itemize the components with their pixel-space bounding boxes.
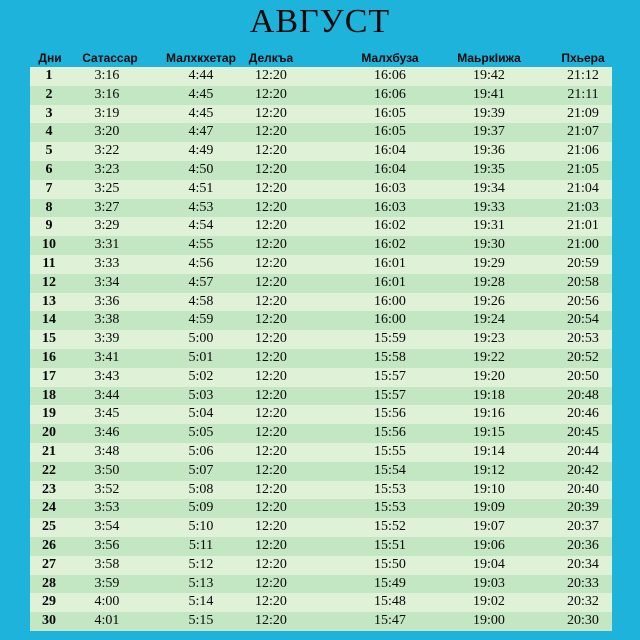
fajr-cell: 3:22 <box>94 143 120 159</box>
isha-cell: 20:37 <box>567 519 599 535</box>
fajr-cell: 3:16 <box>94 86 120 102</box>
table-row <box>30 67 612 86</box>
sunrise-cell: 4:58 <box>188 293 214 309</box>
dhuhr-cell: 12:20 <box>255 68 287 83</box>
maghrib-cell: 19:12 <box>473 462 505 478</box>
sunrise-cell: 4:45 <box>188 105 214 121</box>
asr-cell: 15:53 <box>374 500 406 516</box>
isha-cell: 20:33 <box>567 575 599 591</box>
isha-cell: 20:40 <box>567 481 599 497</box>
sunrise-cell: 5:08 <box>188 481 214 497</box>
dhuhr-cell: 12:20 <box>255 556 287 572</box>
fajr-cell: 3:25 <box>94 180 120 196</box>
asr-cell: 15:57 <box>374 368 406 384</box>
sunrise-cell: 4:49 <box>188 143 214 159</box>
table-row <box>30 105 612 124</box>
asr-cell: 16:06 <box>374 68 406 83</box>
sunrise-cell: 4:47 <box>188 124 214 140</box>
asr-cell: 16:04 <box>374 161 406 177</box>
asr-cell: 15:52 <box>374 519 406 535</box>
maghrib-cell: 19:10 <box>473 481 505 497</box>
fajr-cell: 3:33 <box>94 255 120 271</box>
isha-cell: 20:36 <box>567 537 599 553</box>
dhuhr-cell: 12:20 <box>255 481 287 497</box>
isha-cell: 21:05 <box>567 161 599 177</box>
table-row <box>30 293 612 312</box>
dhuhr-cell: 12:20 <box>255 237 287 253</box>
sunrise-cell: 5:05 <box>188 425 214 441</box>
asr-cell: 15:56 <box>374 406 406 422</box>
sunrise-cell: 5:10 <box>188 519 214 535</box>
fajr-cell: 3:31 <box>94 237 120 253</box>
table-row <box>30 481 612 500</box>
asr-cell: 15:58 <box>374 349 406 365</box>
table-row <box>30 593 612 612</box>
maghrib-cell: 19:15 <box>473 425 505 441</box>
table-row <box>30 499 612 518</box>
maghrib-cell: 19:28 <box>473 274 505 290</box>
maghrib-cell: 19:18 <box>473 387 505 403</box>
fajr-cell: 3:56 <box>94 537 120 553</box>
dhuhr-cell: 12:20 <box>255 519 287 535</box>
sunrise-cell: 4:54 <box>188 218 214 234</box>
dhuhr-cell: 12:20 <box>255 199 287 215</box>
fajr-cell: 3:39 <box>94 331 120 347</box>
fajr-cell: 3:45 <box>94 406 120 422</box>
day-cell: 26 <box>42 537 56 553</box>
dhuhr-cell: 12:20 <box>255 86 287 102</box>
maghrib-cell: 19:26 <box>473 293 505 309</box>
day-cell: 14 <box>42 312 56 328</box>
dhuhr-cell: 12:20 <box>255 143 287 159</box>
sunrise-cell: 4:44 <box>188 68 214 83</box>
isha-cell: 20:39 <box>567 500 599 516</box>
sunrise-cell: 4:45 <box>188 86 214 102</box>
column-header-dhuhr: Делкъа <box>248 51 294 65</box>
dhuhr-cell: 12:20 <box>255 255 287 271</box>
asr-cell: 15:57 <box>374 387 406 403</box>
table-row <box>30 255 612 274</box>
table-row <box>30 180 612 199</box>
sunrise-cell: 5:13 <box>188 575 214 591</box>
table-row <box>30 368 612 387</box>
dhuhr-cell: 12:20 <box>255 406 287 422</box>
sunrise-cell: 4:57 <box>188 274 214 290</box>
isha-cell: 20:42 <box>567 462 599 478</box>
isha-cell: 21:11 <box>567 86 599 102</box>
fajr-cell: 3:36 <box>94 293 120 309</box>
table-row <box>30 443 612 462</box>
maghrib-cell: 19:37 <box>473 124 505 140</box>
maghrib-cell: 19:39 <box>473 105 505 121</box>
asr-cell: 16:02 <box>374 237 406 253</box>
sunrise-cell: 5:12 <box>188 556 214 572</box>
dhuhr-cell: 12:20 <box>255 105 287 121</box>
isha-cell: 20:52 <box>567 349 599 365</box>
maghrib-cell: 19:02 <box>473 594 505 610</box>
dhuhr-cell: 12:20 <box>255 462 287 478</box>
dhuhr-cell: 12:20 <box>255 387 287 403</box>
dhuhr-cell: 12:20 <box>255 500 287 516</box>
column-header-fajr: Сатассар <box>82 51 138 65</box>
asr-cell: 16:02 <box>374 218 406 234</box>
day-cell: 15 <box>42 331 56 347</box>
sunrise-cell: 4:59 <box>188 312 214 328</box>
isha-cell: 20:34 <box>567 556 599 572</box>
asr-cell: 16:05 <box>374 105 406 121</box>
dhuhr-cell: 12:20 <box>255 331 287 347</box>
fajr-cell: 3:41 <box>94 349 120 365</box>
sunrise-cell: 4:50 <box>188 161 214 177</box>
maghrib-cell: 19:24 <box>473 312 505 328</box>
fajr-cell: 3:54 <box>94 519 120 535</box>
isha-cell: 21:03 <box>567 199 599 215</box>
maghrib-cell: 19:20 <box>473 368 505 384</box>
asr-cell: 16:06 <box>374 86 406 102</box>
isha-cell: 21:01 <box>567 218 599 234</box>
table-row <box>30 236 612 255</box>
day-cell: 8 <box>45 199 53 215</box>
table-row <box>30 199 612 218</box>
fajr-cell: 3:50 <box>94 462 120 478</box>
isha-cell: 20:59 <box>567 255 599 271</box>
dhuhr-cell: 12:20 <box>255 443 287 459</box>
day-cell: 19 <box>42 406 56 422</box>
isha-cell: 20:56 <box>567 293 599 309</box>
day-cell: 7 <box>45 180 53 196</box>
asr-cell: 15:54 <box>374 462 406 478</box>
maghrib-cell: 19:30 <box>473 237 505 253</box>
maghrib-cell: 19:29 <box>473 255 505 271</box>
maghrib-cell: 19:36 <box>473 143 505 159</box>
column-header-asr: Малхбуза <box>361 51 419 65</box>
asr-cell: 15:48 <box>374 594 406 610</box>
asr-cell: 15:56 <box>374 425 406 441</box>
isha-cell: 21:06 <box>567 143 599 159</box>
day-cell: 21 <box>42 443 56 459</box>
asr-cell: 16:01 <box>374 255 406 271</box>
fajr-cell: 3:53 <box>94 500 120 516</box>
sunrise-cell: 5:02 <box>188 368 214 384</box>
asr-cell: 16:05 <box>374 124 406 140</box>
dhuhr-cell: 12:20 <box>255 368 287 384</box>
day-cell: 11 <box>42 255 56 271</box>
table-row <box>30 556 612 575</box>
day-cell: 29 <box>42 594 56 610</box>
dhuhr-cell: 12:20 <box>255 613 287 629</box>
day-cell: 2 <box>45 86 53 102</box>
dhuhr-cell: 12:20 <box>255 312 287 328</box>
table-row <box>30 311 612 330</box>
fajr-cell: 4:00 <box>94 594 120 610</box>
table-row <box>30 123 612 142</box>
table-row <box>30 462 612 481</box>
isha-cell: 20:46 <box>567 406 599 422</box>
asr-cell: 16:01 <box>374 274 406 290</box>
day-cell: 30 <box>42 613 56 629</box>
maghrib-cell: 19:06 <box>473 537 505 553</box>
maghrib-cell: 19:07 <box>473 519 505 535</box>
day-cell: 5 <box>45 143 53 159</box>
isha-cell: 20:50 <box>567 368 599 384</box>
dhuhr-cell: 12:20 <box>255 293 287 309</box>
fajr-cell: 3:44 <box>94 387 120 403</box>
asr-cell: 15:51 <box>374 537 406 553</box>
sunrise-cell: 5:15 <box>188 613 214 629</box>
day-cell: 20 <box>42 425 56 441</box>
asr-cell: 15:47 <box>374 613 406 629</box>
dhuhr-cell: 12:20 <box>255 180 287 196</box>
asr-cell: 15:59 <box>374 331 406 347</box>
sunrise-cell: 4:56 <box>188 255 214 271</box>
fajr-cell: 3:29 <box>94 218 120 234</box>
maghrib-cell: 19:34 <box>473 180 505 196</box>
sunrise-cell: 5:06 <box>188 443 214 459</box>
dhuhr-cell: 12:20 <box>255 218 287 234</box>
fajr-cell: 3:16 <box>94 68 120 83</box>
asr-cell: 16:03 <box>374 180 406 196</box>
isha-cell: 21:09 <box>567 105 599 121</box>
dhuhr-cell: 12:20 <box>255 161 287 177</box>
table-row <box>30 612 612 631</box>
fajr-cell: 3:52 <box>94 481 120 497</box>
dhuhr-cell: 12:20 <box>255 349 287 365</box>
maghrib-cell: 19:04 <box>473 556 505 572</box>
maghrib-cell: 19:09 <box>473 500 505 516</box>
isha-cell: 21:07 <box>567 124 599 140</box>
asr-cell: 15:55 <box>374 443 406 459</box>
maghrib-cell: 19:31 <box>473 218 505 234</box>
day-cell: 27 <box>42 556 56 572</box>
dhuhr-cell: 12:20 <box>255 274 287 290</box>
sunrise-cell: 5:03 <box>188 387 214 403</box>
maghrib-cell: 19:42 <box>473 68 505 83</box>
page-title: АВГУСТ <box>249 3 391 40</box>
maghrib-cell: 19:03 <box>473 575 505 591</box>
isha-cell: 20:45 <box>567 425 599 441</box>
sunrise-cell: 5:14 <box>188 594 214 610</box>
day-cell: 16 <box>42 349 56 365</box>
fajr-cell: 3:27 <box>94 199 120 215</box>
sunrise-cell: 5:11 <box>188 537 214 553</box>
sunrise-cell: 5:01 <box>188 349 214 365</box>
prayer-times-table <box>30 67 612 631</box>
fajr-cell: 3:23 <box>94 161 120 177</box>
day-cell: 17 <box>42 368 56 384</box>
dhuhr-cell: 12:20 <box>255 124 287 140</box>
table-row <box>30 349 612 368</box>
table-header <box>30 48 608 68</box>
maghrib-cell: 19:23 <box>473 331 505 347</box>
dhuhr-cell: 12:20 <box>255 537 287 553</box>
asr-cell: 16:04 <box>374 143 406 159</box>
day-cell: 13 <box>42 293 56 309</box>
sunrise-cell: 4:55 <box>188 237 214 253</box>
maghrib-cell: 19:14 <box>473 443 505 459</box>
asr-cell: 15:49 <box>374 575 406 591</box>
table-row <box>30 274 612 293</box>
maghrib-cell: 19:00 <box>473 613 505 629</box>
table-row <box>30 537 612 556</box>
table-row <box>30 142 612 161</box>
isha-cell: 20:30 <box>567 613 599 629</box>
table-row <box>30 575 612 594</box>
fajr-cell: 3:38 <box>94 312 120 328</box>
maghrib-cell: 19:33 <box>473 199 505 215</box>
table-row <box>30 86 612 105</box>
fajr-cell: 3:46 <box>94 425 120 441</box>
fajr-cell: 3:59 <box>94 575 120 591</box>
table-row <box>30 424 612 443</box>
day-cell: 6 <box>45 161 53 177</box>
column-header-maghrib: МаьркIижа <box>457 51 521 65</box>
fajr-cell: 3:58 <box>94 556 120 572</box>
sunrise-cell: 5:07 <box>188 462 214 478</box>
maghrib-cell: 19:16 <box>473 406 505 422</box>
day-cell: 1 <box>45 68 53 83</box>
asr-cell: 16:00 <box>374 312 406 328</box>
table-row <box>30 161 612 180</box>
maghrib-cell: 19:41 <box>473 86 505 102</box>
asr-cell: 16:00 <box>374 293 406 309</box>
isha-cell: 21:12 <box>567 68 599 83</box>
table-row <box>30 330 612 349</box>
fajr-cell: 3:43 <box>94 368 120 384</box>
isha-cell: 20:48 <box>567 387 599 403</box>
day-cell: 9 <box>45 218 53 234</box>
table-row <box>30 387 612 406</box>
isha-cell: 20:53 <box>567 331 599 347</box>
table-row <box>30 405 612 424</box>
isha-cell: 21:00 <box>567 237 599 253</box>
day-cell: 12 <box>42 274 56 290</box>
day-cell: 24 <box>42 500 56 516</box>
dhuhr-cell: 12:20 <box>255 425 287 441</box>
fajr-cell: 4:01 <box>94 613 120 629</box>
day-cell: 25 <box>42 519 56 535</box>
day-cell: 22 <box>42 462 56 478</box>
day-cell: 10 <box>42 237 56 253</box>
dhuhr-cell: 12:20 <box>255 575 287 591</box>
column-header-sunrise: Малхкхетар <box>166 51 236 65</box>
isha-cell: 20:32 <box>567 594 599 610</box>
sunrise-cell: 4:51 <box>188 180 214 196</box>
asr-cell: 16:03 <box>374 199 406 215</box>
fajr-cell: 3:19 <box>94 105 120 121</box>
sunrise-cell: 5:09 <box>188 500 214 516</box>
isha-cell: 21:04 <box>567 180 599 196</box>
maghrib-cell: 19:35 <box>473 161 505 177</box>
fajr-cell: 3:48 <box>94 443 120 459</box>
isha-cell: 20:58 <box>567 274 599 290</box>
sunrise-cell: 5:00 <box>188 331 214 347</box>
dhuhr-cell: 12:20 <box>255 594 287 610</box>
day-cell: 28 <box>42 575 56 591</box>
maghrib-cell: 19:22 <box>473 349 505 365</box>
day-cell: 3 <box>45 105 53 121</box>
sunrise-cell: 5:04 <box>188 406 214 422</box>
sunrise-cell: 4:53 <box>188 199 214 215</box>
fajr-cell: 3:34 <box>94 274 120 290</box>
isha-cell: 20:44 <box>567 443 599 459</box>
day-cell: 23 <box>42 481 56 497</box>
asr-cell: 15:53 <box>374 481 406 497</box>
day-cell: 18 <box>42 387 56 403</box>
day-cell: 4 <box>45 124 53 140</box>
table-row <box>30 518 612 537</box>
table-row <box>30 217 612 236</box>
asr-cell: 15:50 <box>374 556 406 572</box>
fajr-cell: 3:20 <box>94 124 120 140</box>
column-header-days: Дни <box>38 51 62 65</box>
isha-cell: 20:54 <box>567 312 599 328</box>
column-header-isha: Пхьера <box>561 51 605 65</box>
